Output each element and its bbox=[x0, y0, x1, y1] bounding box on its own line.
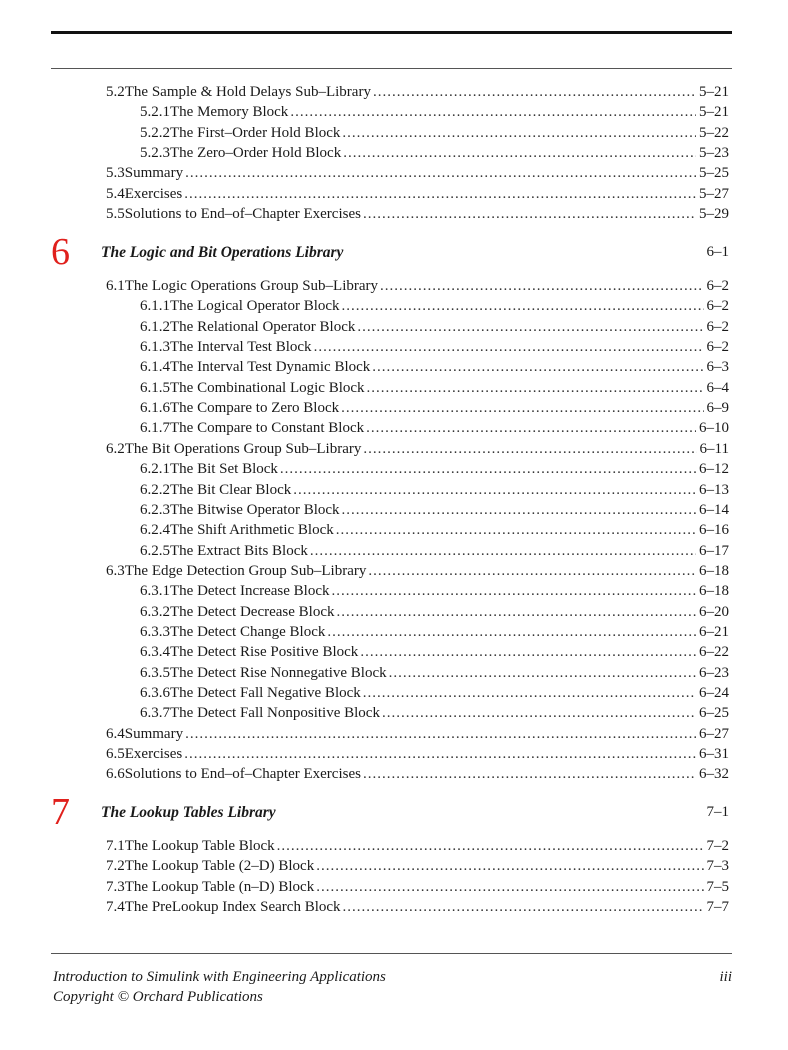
toc-entry-page: 6–2 bbox=[706, 318, 729, 335]
toc-entry-title: The Extract Bits Block bbox=[170, 542, 308, 559]
toc-entry-title: The Combinational Logic Block bbox=[170, 379, 365, 396]
chapter-page: 6–1 bbox=[706, 244, 729, 260]
toc-entry-title: The Interval Test Dynamic Block bbox=[170, 359, 371, 376]
toc-entry-title: Exercises bbox=[124, 746, 183, 763]
toc-entry-number: 6.2.3 bbox=[140, 501, 170, 518]
toc-entry-number: 5.5 bbox=[106, 206, 125, 223]
toc-entry-title: The Logical Operator Block bbox=[170, 298, 340, 315]
dot-leader bbox=[373, 82, 696, 102]
toc-entry-page: 6–21 bbox=[699, 623, 729, 640]
toc-entry[interactable] bbox=[106, 439, 729, 459]
toc-entry[interactable] bbox=[140, 317, 729, 337]
toc-entry[interactable] bbox=[140, 378, 729, 398]
dot-leader bbox=[363, 439, 696, 459]
toc-entry[interactable] bbox=[106, 163, 729, 183]
toc-entry-title: The Compare to Constant Block bbox=[170, 420, 365, 437]
toc-entry-number: 6.1.3 bbox=[140, 339, 170, 356]
toc-entry[interactable] bbox=[140, 123, 729, 143]
toc-entry-number: 6.3.3 bbox=[140, 623, 170, 640]
dot-leader bbox=[342, 500, 696, 520]
dot-leader bbox=[332, 581, 697, 601]
toc-entry-number: 5.2.3 bbox=[140, 145, 170, 162]
toc-entry-page: 5–23 bbox=[699, 145, 729, 162]
toc-entry-title: Exercises bbox=[124, 185, 183, 202]
toc-entry-number: 6.1 bbox=[106, 278, 125, 294]
dot-leader bbox=[290, 102, 696, 122]
toc-entry-page: 6–9 bbox=[706, 400, 729, 417]
toc-entry[interactable] bbox=[140, 398, 729, 418]
toc-entry-page: 6–17 bbox=[699, 542, 729, 559]
dot-leader bbox=[367, 378, 704, 398]
toc-entry-number: 6.2.2 bbox=[140, 481, 170, 498]
toc-entry-page: 7–7 bbox=[706, 899, 729, 916]
dot-leader bbox=[363, 683, 696, 703]
toc-entry-title: The Detect Fall Negative Block bbox=[170, 685, 361, 701]
dot-leader bbox=[314, 337, 704, 357]
toc-entry[interactable] bbox=[140, 581, 729, 601]
footer-copyright: Copyright © Orchard Publications bbox=[53, 989, 263, 1005]
toc-entry[interactable] bbox=[106, 836, 729, 856]
toc-entry-page: 5–21 bbox=[699, 84, 729, 100]
dot-leader bbox=[389, 663, 696, 683]
chapter-number: 6 bbox=[51, 231, 70, 273]
toc-entry-page: 6–13 bbox=[699, 481, 729, 498]
toc-entry-title: The Bit Operations Group Sub–Library bbox=[124, 440, 362, 457]
dot-leader bbox=[342, 296, 704, 316]
footer-page-number: iii bbox=[719, 969, 732, 985]
toc-entry-title: The PreLookup Index Search Block bbox=[124, 899, 341, 916]
toc-entry-title: The Relational Operator Block bbox=[170, 318, 356, 335]
dot-leader bbox=[185, 163, 696, 183]
toc-entry[interactable] bbox=[140, 143, 729, 163]
toc-entry[interactable] bbox=[106, 561, 729, 581]
toc-entry-page: 6–18 bbox=[699, 583, 729, 600]
footer-book-title: Introduction to Simulink with Engineering Applications bbox=[53, 969, 386, 985]
dot-leader bbox=[357, 317, 703, 337]
toc-entry-title: Summary bbox=[124, 165, 184, 182]
toc-entry-number: 6.2.5 bbox=[140, 542, 170, 559]
toc-entry-page: 6–3 bbox=[706, 359, 729, 376]
toc-entry-title: The First–Order Hold Block bbox=[170, 124, 341, 141]
dot-leader bbox=[343, 143, 696, 163]
toc-entry-title: The Detect Fall Nonpositive Block bbox=[170, 705, 380, 722]
toc-entry-title: The Detect Change Block bbox=[170, 623, 326, 640]
dot-leader bbox=[360, 642, 696, 662]
toc-entry-page: 6–16 bbox=[699, 522, 729, 539]
dot-leader bbox=[343, 897, 704, 917]
toc-entry-title: The Detect Rise Nonnegative Block bbox=[170, 664, 387, 681]
dot-leader bbox=[277, 836, 704, 856]
toc-entry-number: 7.1 bbox=[106, 838, 125, 854]
toc-entry[interactable] bbox=[140, 622, 729, 642]
toc-entry-number: 6.3.5 bbox=[140, 664, 170, 681]
toc-entry-page: 6–24 bbox=[699, 685, 729, 701]
toc-entry[interactable] bbox=[140, 642, 729, 662]
toc-entry-title: The Memory Block bbox=[170, 104, 289, 121]
dot-leader bbox=[316, 877, 703, 897]
toc-entry-page: 5–22 bbox=[699, 124, 729, 141]
toc-entry-title: The Detect Rise Positive Block bbox=[170, 644, 359, 661]
toc-entry-number: 6.3.2 bbox=[140, 603, 170, 620]
toc-entry-number: 6.2 bbox=[106, 440, 125, 457]
toc-entry-number: 6.3.4 bbox=[140, 644, 170, 661]
toc-entry-title: The Bitwise Operator Block bbox=[170, 501, 340, 518]
toc-entry-number: 6.5 bbox=[106, 746, 125, 763]
toc-entry-title: The Logic Operations Group Sub–Library bbox=[124, 278, 379, 294]
toc-entry[interactable] bbox=[106, 897, 729, 917]
toc-entry-page: 7–3 bbox=[706, 858, 729, 875]
toc-entry[interactable] bbox=[140, 459, 729, 479]
toc-entry-page: 6–27 bbox=[699, 725, 729, 742]
toc-entry-number: 6.1.6 bbox=[140, 400, 170, 417]
toc-entry-page: 5–21 bbox=[699, 104, 729, 121]
toc-entry-page: 6–2 bbox=[706, 278, 729, 294]
chapter-title: The Logic and Bit Operations Library bbox=[101, 244, 344, 261]
dot-leader bbox=[368, 561, 696, 581]
toc-entry-title: The Lookup Table Block bbox=[124, 838, 275, 854]
toc-entry[interactable] bbox=[106, 276, 729, 296]
toc-entry-page: 6–18 bbox=[699, 562, 729, 579]
toc-entry-number: 6.3.7 bbox=[140, 705, 170, 722]
toc-entry[interactable] bbox=[106, 204, 729, 224]
dot-leader bbox=[280, 459, 696, 479]
toc-entry-number: 6.6 bbox=[106, 766, 125, 783]
chapter-heading[interactable] bbox=[51, 792, 732, 832]
toc-entry-number: 6.3.6 bbox=[140, 685, 170, 701]
dot-leader bbox=[341, 398, 703, 418]
toc-entry-page: 6–23 bbox=[699, 664, 729, 681]
toc-entry-number: 6.4 bbox=[106, 725, 125, 742]
toc-entry-page: 6–32 bbox=[699, 766, 729, 783]
toc-entry-title: The Compare to Zero Block bbox=[170, 400, 340, 417]
dot-leader bbox=[363, 204, 696, 224]
toc-entry-page: 6–4 bbox=[706, 379, 729, 396]
toc-entry[interactable] bbox=[140, 663, 729, 683]
toc-entry-title: The Lookup Table (n–D) Block bbox=[124, 878, 315, 895]
toc-entry-number: 6.3 bbox=[106, 562, 125, 579]
toc-entry-number: 6.1.4 bbox=[140, 359, 170, 376]
toc-entry-number: 6.3.1 bbox=[140, 583, 170, 600]
dot-leader bbox=[293, 480, 696, 500]
toc-entry-page: 6–22 bbox=[699, 644, 729, 661]
dot-leader bbox=[366, 418, 696, 438]
toc-entry-page: 7–2 bbox=[706, 838, 729, 854]
dot-leader bbox=[372, 357, 703, 377]
toc-entry-number: 7.4 bbox=[106, 899, 125, 916]
toc-entry-title: Solutions to End–of–Chapter Exercises bbox=[124, 766, 361, 783]
toc-entry-page: 5–25 bbox=[699, 165, 729, 182]
toc-entry-number: 6.1.7 bbox=[140, 420, 170, 437]
toc-entry-title: The Edge Detection Group Sub–Library bbox=[124, 562, 367, 579]
toc-entry-number: 5.2.1 bbox=[140, 104, 170, 121]
toc-entry[interactable] bbox=[140, 520, 729, 540]
dot-leader bbox=[342, 123, 696, 143]
toc-entry[interactable] bbox=[106, 724, 729, 744]
dot-leader bbox=[184, 184, 696, 204]
toc-entry-page: 6–2 bbox=[706, 339, 729, 356]
dot-leader bbox=[363, 764, 696, 784]
toc-entry-page: 5–29 bbox=[699, 206, 729, 223]
toc-entry-page: 6–12 bbox=[699, 461, 729, 478]
toc-entry-title: The Shift Arithmetic Block bbox=[170, 522, 334, 539]
toc-entry-number: 7.2 bbox=[106, 858, 125, 875]
toc-entry-title: The Detect Increase Block bbox=[170, 583, 330, 600]
toc-entry[interactable] bbox=[140, 703, 729, 723]
dot-leader bbox=[310, 541, 696, 561]
toc-entry-page: 6–31 bbox=[699, 746, 729, 763]
chapter-heading[interactable] bbox=[51, 232, 732, 272]
toc-entry[interactable] bbox=[106, 856, 729, 876]
toc-entry-number: 5.2.2 bbox=[140, 124, 170, 141]
toc-entry-title: Solutions to End–of–Chapter Exercises bbox=[124, 206, 361, 223]
toc-entry[interactable] bbox=[140, 480, 729, 500]
toc-entry[interactable] bbox=[140, 418, 729, 438]
dot-leader bbox=[316, 856, 703, 876]
toc-entry-title: The Bit Clear Block bbox=[170, 481, 292, 498]
toc-entry[interactable] bbox=[106, 764, 729, 784]
toc-entry-number: 6.2.1 bbox=[140, 461, 170, 478]
toc-entry-page: 6–20 bbox=[699, 603, 729, 620]
toc-entry-title: The Zero–Order Hold Block bbox=[170, 145, 342, 162]
toc-entry[interactable] bbox=[106, 877, 729, 897]
toc-entry-number: 5.4 bbox=[106, 185, 125, 202]
toc-entry[interactable] bbox=[140, 683, 729, 703]
toc-entry[interactable] bbox=[140, 357, 729, 377]
toc-entry-title: The Sample & Hold Delays Sub–Library bbox=[124, 84, 371, 100]
toc-entry-title: Summary bbox=[124, 725, 184, 742]
toc-entry-title: The Lookup Table (2–D) Block bbox=[124, 858, 315, 875]
toc-entry[interactable] bbox=[140, 541, 729, 561]
footer-rule bbox=[51, 953, 732, 954]
toc-entry[interactable] bbox=[140, 296, 729, 316]
toc-entry-number: 6.1.2 bbox=[140, 318, 170, 335]
toc-entry-title: The Detect Decrease Block bbox=[170, 603, 335, 620]
toc-entry-page: 7–5 bbox=[706, 878, 729, 895]
toc-entry-number: 5.3 bbox=[106, 165, 125, 182]
chapter-number: 7 bbox=[51, 791, 70, 833]
dot-leader bbox=[337, 602, 697, 622]
toc-entry-number: 6.1.5 bbox=[140, 379, 170, 396]
toc-entry-page: 6–2 bbox=[706, 298, 729, 315]
toc-entry[interactable] bbox=[140, 602, 729, 622]
chapter-page: 7–1 bbox=[706, 804, 729, 820]
toc-entry-number: 7.3 bbox=[106, 878, 125, 895]
toc-entry-title: The Interval Test Block bbox=[170, 339, 312, 356]
toc-entry-title: The Bit Set Block bbox=[170, 461, 278, 478]
toc-entry[interactable] bbox=[106, 744, 729, 764]
toc-entry[interactable] bbox=[106, 184, 729, 204]
dot-leader bbox=[185, 724, 696, 744]
dot-leader bbox=[380, 276, 703, 296]
toc-entry-number: 6.1.1 bbox=[140, 298, 170, 315]
toc-entry-number: 6.2.4 bbox=[140, 522, 170, 539]
dot-leader bbox=[382, 703, 696, 723]
dot-leader bbox=[327, 622, 696, 642]
toc-entry[interactable] bbox=[140, 337, 729, 357]
toc-entry[interactable] bbox=[106, 82, 729, 102]
toc-entry-page: 6–11 bbox=[699, 440, 729, 457]
toc-entry[interactable] bbox=[140, 102, 729, 122]
toc-entry-page: 6–10 bbox=[699, 420, 729, 437]
toc-entry-page: 6–25 bbox=[699, 705, 729, 722]
toc-entry[interactable] bbox=[140, 500, 729, 520]
dot-leader bbox=[336, 520, 696, 540]
chapter-title: The Lookup Tables Library bbox=[101, 804, 276, 821]
toc-entry-page: 6–14 bbox=[699, 501, 729, 518]
toc-entry-page: 5–27 bbox=[699, 185, 729, 202]
dot-leader bbox=[184, 744, 696, 764]
toc-entry-number: 5.2 bbox=[106, 84, 125, 100]
